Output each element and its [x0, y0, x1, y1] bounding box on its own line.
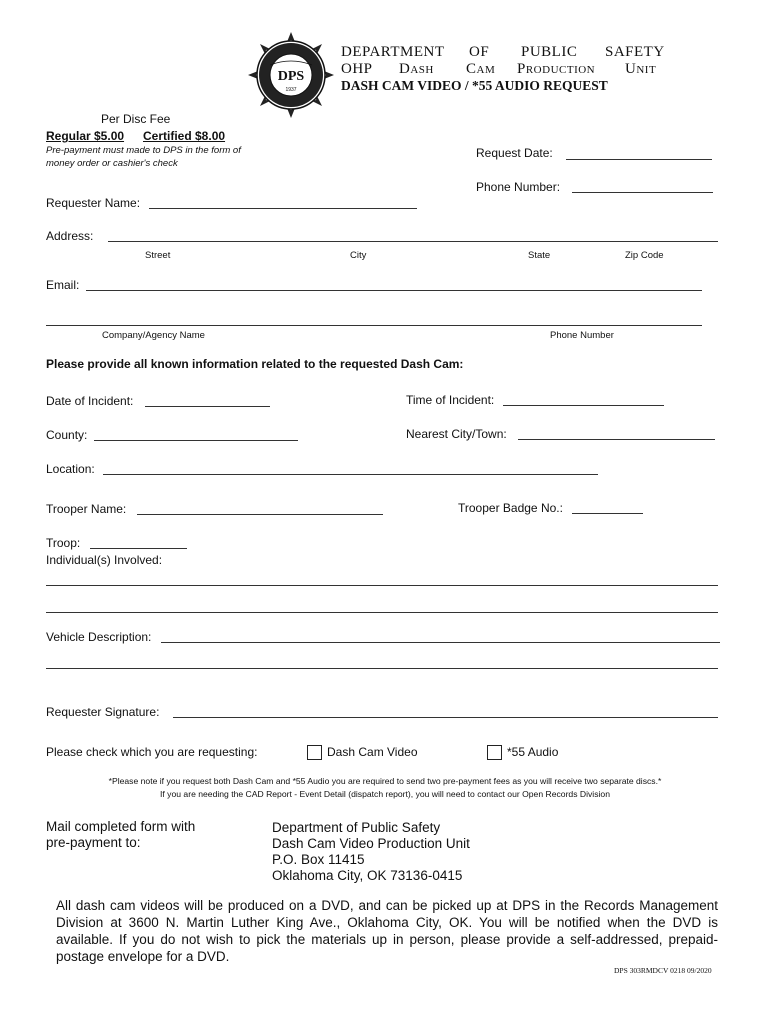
individuals-field-2[interactable]: [46, 612, 718, 613]
fee-regular: Regular $5.00: [46, 129, 125, 143]
county-field[interactable]: [94, 440, 298, 441]
header-word: OF: [469, 44, 490, 60]
time-of-incident-field[interactable]: [503, 405, 664, 406]
city-caption: City: [350, 250, 367, 261]
individuals-label: Individual(s) Involved:: [46, 553, 163, 567]
county-label: County:: [46, 428, 88, 442]
header-word: Unit: [625, 61, 657, 77]
zip-caption: Zip Code: [625, 250, 664, 261]
vehicle-field-2[interactable]: [46, 668, 718, 669]
badge-label: Trooper Badge No.:: [458, 501, 563, 515]
header-word: PUBLIC: [521, 44, 578, 60]
street-caption: Street: [145, 250, 171, 261]
location-label: Location:: [46, 462, 95, 476]
trooper-name-label: Trooper Name:: [46, 502, 127, 516]
audio-checkbox[interactable]: [487, 745, 502, 760]
vehicle-label: Vehicle Description:: [46, 630, 152, 644]
requester-name-field[interactable]: [149, 208, 417, 209]
cad-report-note: If you are needing the CAD Report - Event Detail (dispatch report), you will need to contact our Open Records Division: [160, 789, 610, 799]
troop-label: Troop:: [46, 536, 81, 550]
time-of-incident-label: Time of Incident:: [406, 393, 495, 407]
email-field[interactable]: [86, 290, 702, 291]
request-type-prompt: Please check which you are requesting:: [46, 745, 258, 759]
dash-cam-option-label: Dash Cam Video: [327, 745, 418, 759]
nearest-city-field[interactable]: [518, 439, 715, 440]
mail-address-4: Oklahoma City, OK 73136-0415: [272, 868, 463, 883]
nearest-city-label: Nearest City/Town:: [406, 427, 507, 441]
signature-field[interactable]: [173, 717, 718, 718]
closing-paragraph: All dash cam videos will be produced on a DVD, and can be picked up at DPS in the Records Management Division at 3600 N. Martin Luther King Ave., Oklahoma City, OK. You will be notified when the DVD is available. If you do not wish to pick the materials up in person, please provide a self-addressed, prepaid-postage envelope for a DVD.: [56, 898, 718, 964]
svg-text:1937: 1937: [285, 87, 297, 93]
audio-option-label: *55 Audio: [507, 745, 559, 759]
mail-label-2: pre-payment to:: [46, 835, 141, 850]
vehicle-field-1[interactable]: [161, 642, 720, 643]
company-phone-caption: Phone Number: [550, 330, 614, 341]
header-word: Production: [517, 61, 596, 77]
form-title: DASH CAM VIDEO / *55 AUDIO REQUEST: [341, 78, 608, 93]
section-heading: Please provide all known information related to the requested Dash Cam:: [46, 357, 464, 371]
date-of-incident-label: Date of Incident:: [46, 394, 134, 408]
mail-address-1: Department of Public Safety: [272, 820, 441, 835]
individuals-field-1[interactable]: [46, 585, 718, 586]
header-word: SAFETY: [605, 44, 665, 60]
double-fee-note: *Please note if you request both Dash Cam and *55 Audio you are required to send two pre-payment fees as you will receive two separate discs.*: [108, 776, 662, 786]
header-word: DEPARTMENT: [341, 44, 445, 60]
form-code: DPS 303RMDCV 0218 09/2020: [614, 966, 712, 975]
request-date-field[interactable]: [566, 159, 712, 160]
date-of-incident-field[interactable]: [145, 406, 270, 407]
signature-label: Requester Signature:: [46, 705, 160, 719]
address-field[interactable]: [108, 241, 718, 242]
phone-number-field[interactable]: [572, 192, 713, 193]
header-word: Cam: [466, 61, 496, 77]
header-word: Dash: [399, 61, 434, 77]
badge-field[interactable]: [572, 513, 643, 514]
dash-cam-checkbox[interactable]: [307, 745, 322, 760]
mail-address-2: Dash Cam Video Production Unit: [272, 836, 470, 851]
trooper-name-field[interactable]: [137, 514, 383, 515]
header-word: OHP: [341, 61, 373, 77]
fee-certified: Certified $8.00: [143, 129, 226, 143]
company-phone-field[interactable]: [46, 325, 702, 326]
svg-text:DPS: DPS: [277, 69, 305, 84]
fee-heading: Per Disc Fee: [101, 112, 171, 126]
mail-label-1: Mail completed form with: [46, 819, 196, 834]
mail-address-3: P.O. Box 11415: [272, 852, 365, 867]
state-caption: State: [528, 250, 551, 261]
phone-number-label: Phone Number:: [476, 180, 561, 194]
prepayment-note-1: Pre-payment must made to DPS in the form of: [46, 145, 241, 156]
email-label: Email:: [46, 278, 80, 292]
address-label: Address:: [46, 229, 94, 243]
prepayment-note-2: money order or cashier's check: [46, 158, 178, 169]
company-caption: Company/Agency Name: [102, 330, 205, 341]
request-date-label: Request Date:: [476, 146, 553, 160]
troop-field[interactable]: [90, 548, 187, 549]
location-field[interactable]: [103, 474, 598, 475]
requester-name-label: Requester Name:: [46, 196, 141, 210]
dps-seal-logo: [248, 32, 334, 118]
